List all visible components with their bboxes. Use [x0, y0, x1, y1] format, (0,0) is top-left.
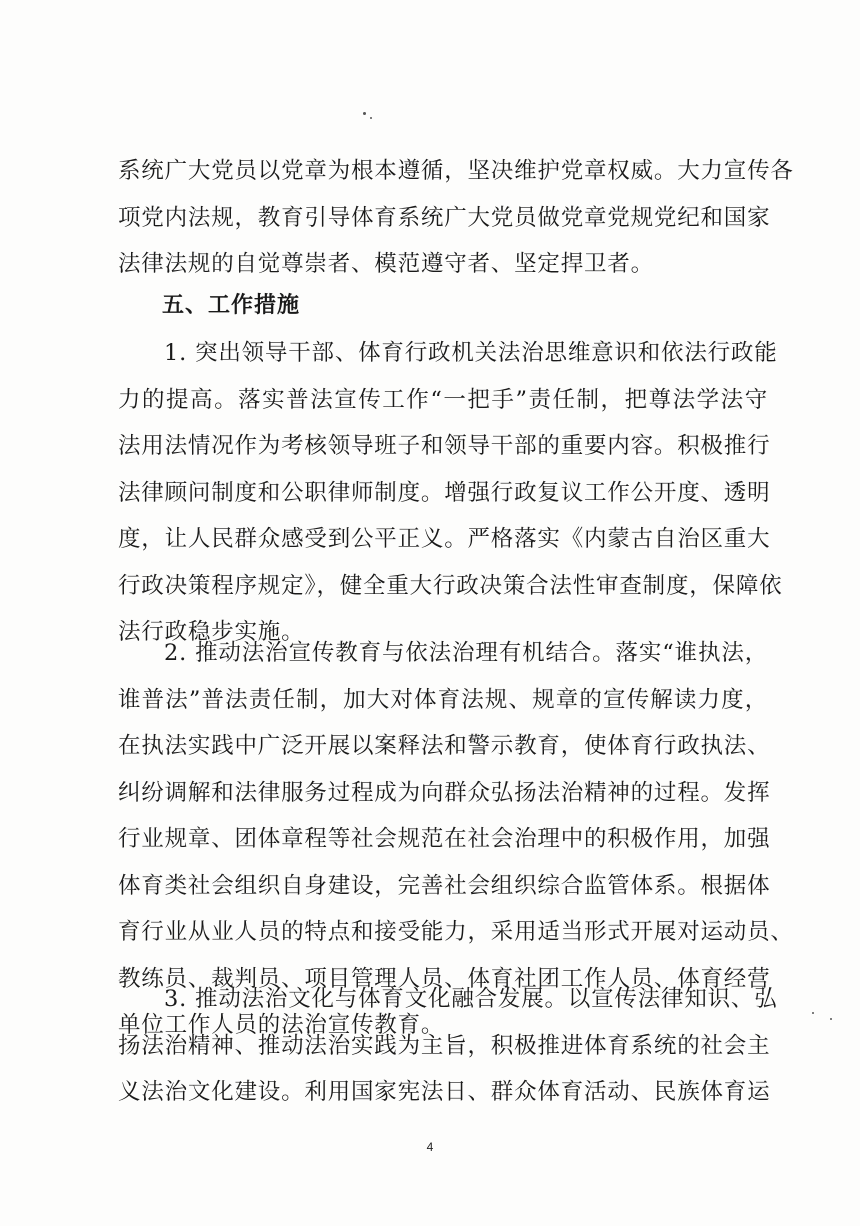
scan-speck — [363, 112, 366, 115]
paragraph-line: 1. 突出领导干部、体育行政机关法治思维意识和依法行政能 — [164, 340, 778, 366]
paragraph-line: 行业规章、团体章程等社会规范在社会治理中的积极作用，加强 — [118, 826, 771, 852]
section-heading: 五、工作措施 — [162, 293, 301, 318]
paragraph-line: 3. 推动法治文化与体育文化融合发展。以宣传法律知识、弘 — [164, 986, 778, 1012]
paragraph-line: 系统广大党员以党章为根本遵循，坚决维护党章权威。大力宣传各 — [118, 158, 794, 184]
paragraph-line: 行政决策程序规定》，健全重大行政决策合法性审查制度，保障依 — [118, 572, 783, 599]
paragraph-line: 法行政稳步实施。 — [118, 619, 305, 645]
paragraph-line: 项党内法规，教育引导体育系统广大党员做党章党规党纪和国家 — [118, 204, 771, 231]
paragraph-line: 度，让人民群众感受到公平正义。严格落实《内蒙古自治区重大 — [118, 526, 771, 552]
paragraph-line: 2. 推动法治宣传教育与依法治理有机结合。落实“谁执法， — [164, 640, 768, 666]
paragraph-line: 在执法实践中广泛开展以案释法和警示教育，使体育行政执法、 — [118, 733, 771, 759]
measure-item-1 — [118, 330, 783, 656]
paragraph-line: 谁普法”普法责任制，加大对体育法规、规章的宣传解读力度， — [118, 686, 768, 713]
continuation-paragraph — [118, 148, 794, 288]
paragraph-line: 单位工作人员的法治宣传教育。 — [118, 1012, 445, 1038]
page-number: 4 — [426, 1140, 434, 1154]
scan-speck — [370, 117, 372, 119]
measure-item-3 — [118, 976, 778, 1116]
paragraph-line: 体育类社会组织自身建设，完善社会组织综合监管体系。根据体 — [118, 872, 771, 899]
paragraph-line: 教练员、裁判员、项目管理人员、体育社团工作人员、体育经营 — [118, 965, 771, 992]
paragraph-line: 育行业从业人员的特点和接受能力，采用适当形式开展对运动员、 — [118, 919, 794, 945]
paragraph-line: 法律顾问制度和公职律师制度。增强行政复议工作公开度、透明 — [118, 479, 771, 506]
scan-speck — [830, 1018, 832, 1020]
paragraph-line: 义法治文化建设。利用国家宪法日、群众体育活动、民族体育运 — [118, 1079, 771, 1105]
paragraph-line: 扬法治精神、推动法治实践为主旨，积极推进体育系统的社会主 — [118, 1032, 771, 1059]
paragraph-line: 力的提高。落实普法宣传工作“一把手”责任制，把尊法学法守 — [118, 386, 768, 413]
paragraph-line: 纠纷调解和法律服务过程成为向群众弘扬法治精神的过程。发挥 — [118, 779, 771, 806]
paragraph-line: 法用法情况作为考核领导班子和领导干部的重要内容。积极推行 — [118, 433, 771, 459]
paragraph-line: 法律法规的自觉尊崇者、模范遵守者、坚定捍卫者。 — [118, 251, 654, 277]
scan-speck — [812, 1012, 814, 1014]
